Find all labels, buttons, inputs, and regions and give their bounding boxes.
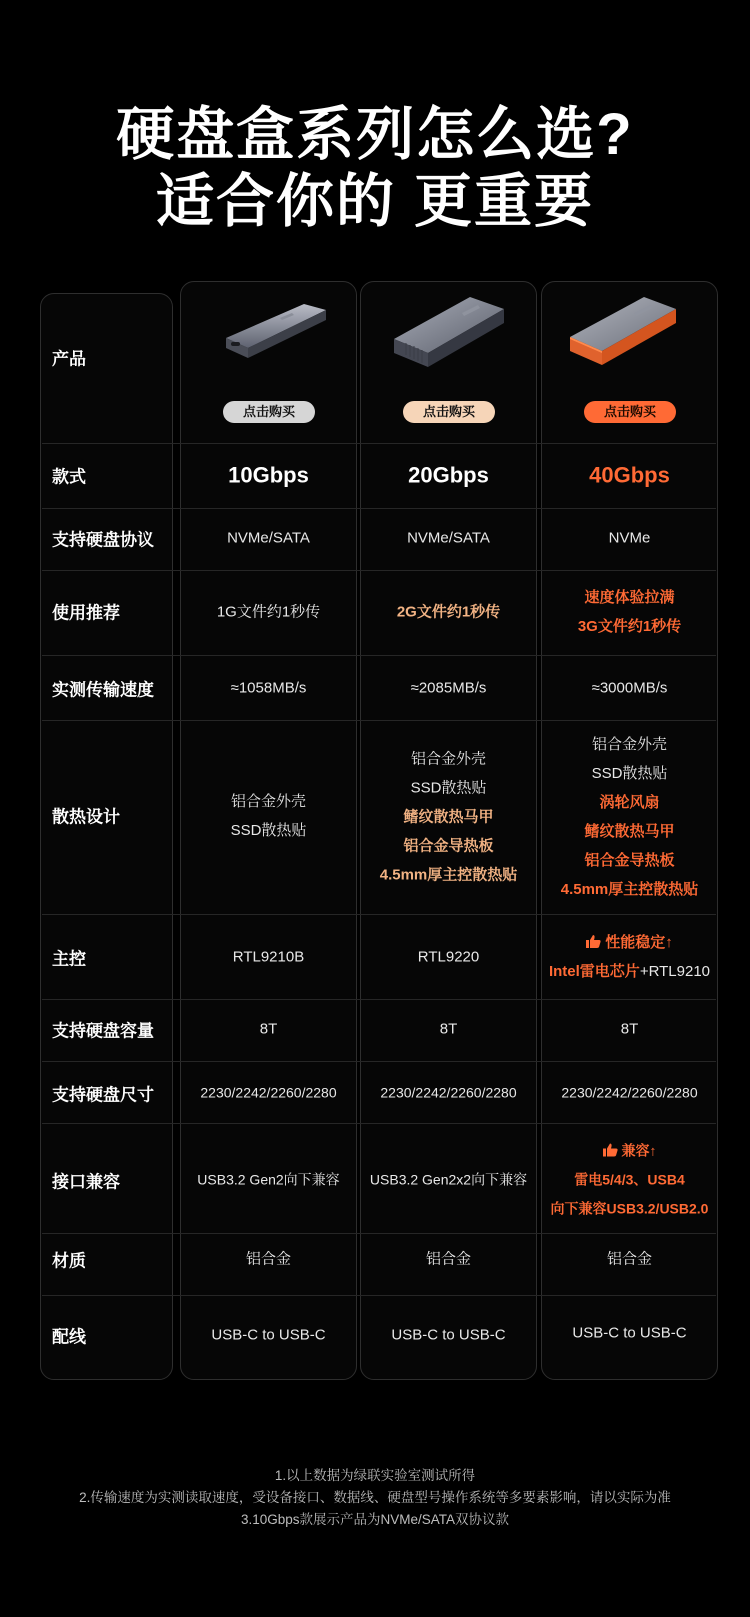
row-label-product: 产品 [52, 349, 86, 369]
row-divider [42, 1295, 716, 1296]
row-divider [42, 999, 716, 1000]
size-value: 2230/2242/2260/2280 [200, 1084, 337, 1101]
footnote: 2.传输速度为实测读取速度，受设备接口、数据线、硬盘型号操作系统等多要素影响，请以实际为准 [79, 1490, 671, 1505]
chip-value: RTL9220 [417, 948, 480, 966]
label-column-card [40, 293, 173, 1380]
chip-rtl-text: +RTL9210 [639, 963, 711, 980]
enclosure-20gbps-image [392, 287, 510, 375]
cooling-line: 4.5mm厚主控散热贴 [379, 866, 518, 884]
row-divider [42, 443, 716, 444]
row-label-capacity: 支持硬盘容量 [52, 1021, 154, 1041]
cable-value: USB-C to USB-C [211, 1326, 326, 1344]
capacity-value: 8T [259, 1020, 278, 1038]
interface-line: 雷电5/4/3、USB4 [574, 1171, 685, 1188]
enclosure-10gbps-image [222, 298, 332, 368]
row-divider [42, 655, 716, 656]
chip-highlight [541, 928, 718, 957]
model-value: 10Gbps [228, 462, 309, 488]
interface-highlight-text: 兼容↑ [621, 1142, 657, 1159]
cooling-line: 铝合金外壳 [591, 736, 667, 753]
cooling-line: SSD散热贴 [230, 822, 307, 839]
chip-line [541, 957, 718, 986]
row-divider [42, 720, 716, 721]
size-value: 2230/2242/2260/2280 [561, 1084, 698, 1101]
chip-value [541, 928, 718, 986]
cooling-line: 涡轮风扇 [599, 794, 660, 811]
protocol-value: NVMe/SATA [407, 529, 490, 547]
usage-line: 1G文件约1秒传 [216, 603, 321, 621]
cooling-value [360, 745, 537, 890]
cooling-line: 鳍纹散热马甲 [584, 823, 675, 840]
headline-line-2: 适合你的 更重要 [155, 169, 595, 234]
chip-intel-text: Intel雷电芯片 [548, 963, 640, 980]
material-value: 铝合金 [425, 1250, 471, 1268]
row-divider [42, 1061, 716, 1062]
cooling-value [180, 787, 357, 845]
cooling-line: SSD散热贴 [591, 765, 668, 782]
footnote: 1.以上数据为绿联实验室测试所得 [274, 1468, 476, 1483]
cooling-line: 铝合金外壳 [230, 793, 306, 810]
usage-value [360, 598, 537, 627]
row-label-model: 款式 [52, 467, 86, 487]
protocol-value: NVMe [608, 529, 651, 547]
speed-value: ≈1058MB/s [230, 679, 307, 697]
row-label-interface: 接口兼容 [52, 1172, 120, 1192]
footnotes [0, 1465, 750, 1531]
cable-value: USB-C to USB-C [572, 1324, 687, 1342]
row-label-chip: 主控 [52, 949, 86, 969]
material-value: 铝合金 [245, 1250, 291, 1268]
thumbs-up-icon [586, 935, 601, 948]
chip-value: RTL9210B [232, 948, 305, 966]
usage-line: 3G文件约1秒传 [577, 618, 682, 635]
row-label-usage: 使用推荐 [52, 603, 120, 623]
usage-value [180, 598, 357, 627]
cooling-line: 铝合金外壳 [410, 750, 486, 768]
footnote: 3.10Gbps款展示产品为NVMe/SATA双协议款 [240, 1512, 510, 1527]
cooling-value [541, 730, 718, 904]
cooling-line: 铝合金导热板 [403, 837, 494, 855]
cable-value: USB-C to USB-C [391, 1326, 506, 1344]
usage-value [541, 583, 718, 641]
row-divider [42, 1123, 716, 1124]
thumbs-up-icon [603, 1144, 618, 1157]
row-label-material: 材质 [52, 1251, 86, 1271]
cooling-line: 鳍纹散热马甲 [403, 808, 494, 826]
row-divider [42, 570, 716, 571]
material-value: 铝合金 [606, 1250, 652, 1268]
usage-line: 速度体验拉满 [584, 589, 675, 606]
row-label-size: 支持硬盘尺寸 [52, 1085, 154, 1105]
interface-value: USB3.2 Gen2向下兼容 [197, 1171, 340, 1188]
row-label-speed: 实测传输速度 [52, 680, 154, 700]
row-label-cable: 配线 [52, 1327, 86, 1347]
model-value: 40Gbps [589, 462, 670, 488]
capacity-value: 8T [439, 1020, 458, 1038]
speed-value: ≈3000MB/s [591, 679, 668, 697]
buy-button-40gbps[interactable]: 点击购买 [584, 401, 676, 423]
size-value: 2230/2242/2260/2280 [380, 1084, 517, 1101]
speed-value: ≈2085MB/s [410, 679, 487, 697]
enclosure-40gbps-image [568, 289, 680, 373]
capacity-value: 8T [620, 1020, 639, 1038]
interface-value [541, 1137, 718, 1224]
cooling-line: 铝合金导热板 [584, 852, 675, 869]
interface-highlight [541, 1137, 718, 1166]
interface-line: 向下兼容USB3.2/USB2.0 [550, 1200, 709, 1217]
row-divider [42, 1233, 716, 1234]
row-divider [42, 914, 716, 915]
row-label-cooling: 散热设计 [52, 807, 120, 827]
cooling-line: 4.5mm厚主控散热贴 [560, 881, 699, 898]
usage-line: 2G文件约1秒传 [396, 603, 501, 621]
model-value: 20Gbps [408, 462, 489, 488]
row-label-protocol: 支持硬盘协议 [52, 530, 154, 550]
chip-highlight-text: 性能稳定↑ [605, 934, 673, 951]
protocol-value: NVMe/SATA [227, 529, 310, 547]
interface-value: USB3.2 Gen2x2向下兼容 [369, 1171, 528, 1188]
headline-line-1: 硬盘盒系列怎么选? [116, 102, 634, 167]
buy-button-10gbps[interactable]: 点击购买 [223, 401, 315, 423]
cooling-line: SSD散热贴 [410, 779, 487, 797]
buy-button-20gbps[interactable]: 点击购买 [403, 401, 495, 423]
row-divider [42, 508, 716, 509]
